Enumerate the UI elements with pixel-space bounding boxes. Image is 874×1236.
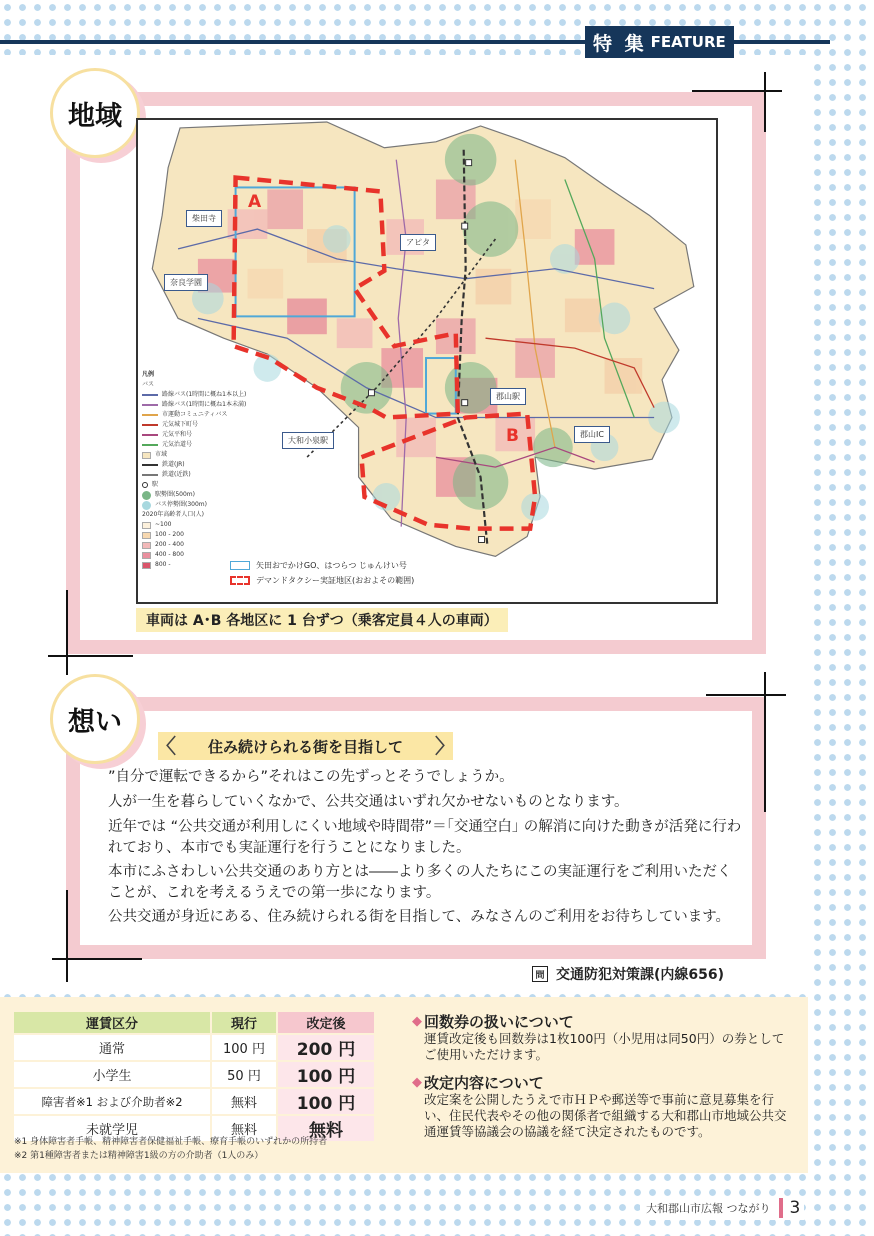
paragraph: 本市にふさわしい公共交通のあり方とは――より多くの人たちにこの実証運行をご利用いただくことが、これを考えるうえでの第一歩になります。: [108, 864, 732, 901]
paragraph: 人が一生を暮らしていくなかで、公共交通はいずれ欠かせないものとなります。: [108, 794, 629, 810]
zone-a-letter: A: [248, 192, 262, 212]
contact-text: 交通防犯対策課(内線656): [556, 967, 725, 983]
diamond-icon: ◆: [412, 1075, 422, 1090]
header-current: 現行: [212, 1012, 276, 1033]
map-caption: 車両は A･B 各地区に 1 台ずつ（乗客定員４人の車両）: [136, 608, 508, 632]
region-section-title: 地域: [50, 68, 140, 158]
note: ※2 第1種障害者または精神障害1級の方の介助者（1人のみ）: [14, 1151, 264, 1161]
contact-icon: 問: [532, 966, 548, 982]
publication-name: 大和郡山市広報 つながり: [646, 1202, 771, 1215]
cell-new: 100 円: [278, 1062, 374, 1087]
legend-pop-range: 800 -: [142, 560, 262, 570]
feature-tag-en: FEATURE: [650, 33, 726, 51]
legend-demand-zone: デマンドタクシー実証地区(おおよその範囲): [230, 573, 414, 588]
cell-current: 100 円: [212, 1035, 276, 1060]
legend-item: 元気治道号: [142, 440, 262, 450]
table-row: [14, 1035, 374, 1060]
cell-new: 100 円: [278, 1089, 374, 1114]
frame-mark: [66, 890, 68, 982]
map-label: 郡山IC: [574, 426, 610, 443]
legend-item: 路線バス(1時間に概ね1本以上): [142, 390, 262, 400]
frame-mark: [66, 590, 68, 675]
page-number: 3: [779, 1198, 801, 1218]
note: ※1 身体障害者手帳、精神障害者保健福祉手帳、療育手帳のいずれかの所持者: [14, 1137, 328, 1147]
contact-department: [532, 963, 724, 985]
legend-pop-range: 200 - 400: [142, 540, 262, 550]
cell-new: 200 円: [278, 1035, 374, 1060]
legend-item: 駅: [142, 480, 262, 490]
frame-mark: [764, 672, 766, 812]
map-label: 大和小泉駅: [282, 432, 334, 449]
legend-pop-range: 400 - 800: [142, 550, 262, 560]
frame-mark: [764, 72, 766, 132]
thoughts-heading-text: 住み続けられる街を目指して: [207, 737, 403, 756]
legend-item: バス停勢圏(300m): [142, 500, 262, 510]
header-category: 運賃区分: [14, 1012, 210, 1033]
table-row: [14, 1089, 374, 1114]
legend-item: 元気城下町号: [142, 420, 262, 430]
legend-item: 市域: [142, 450, 262, 460]
legend-item: 元気平和号: [142, 430, 262, 440]
coupon-heading: [412, 1011, 574, 1032]
bracket-left-icon: 〈: [156, 734, 176, 758]
paragraph: 近年では “公共交通が利用しにくい地域や時間帯”＝｢交通空白｣ の解消に向けた動きが活発に行われており、本市でも実証運行を行うことになりました。: [108, 819, 742, 856]
revision-body: 改定案を公開したうえで市ＨＰや郵送等で事前に意見募集を行い、住民代表やその他の関係者で組織する大和郡山市地域公共交通運賃等協議会の協議を経て決定されたものです。: [424, 1092, 787, 1139]
cell-current: 無料: [212, 1089, 276, 1114]
legend-blue-route: 矢田おでかけGO、はつらつ じゅんけい号: [230, 558, 414, 573]
footer: [640, 1196, 804, 1220]
feature-tag: [585, 26, 734, 58]
map-label: 柴田寺: [186, 210, 222, 227]
coupon-body: 運賃改定後も回数券は1枚100円（小児用は同50円）の券としてご使用いただけます。: [424, 1031, 785, 1062]
revision-title: 改定内容について: [424, 1074, 544, 1092]
fare-table: [12, 1010, 376, 1143]
frame-mark: [692, 90, 782, 92]
coupon-title: 回数券の扱いについて: [424, 1013, 574, 1031]
map-label: 郡山駅: [490, 388, 526, 405]
legend-title: 凡例: [142, 371, 155, 378]
bracket-right-icon: 〉: [435, 734, 455, 758]
legend-item: 鉄道(近鉄): [142, 470, 262, 480]
legend-item: 鉄道(JR): [142, 460, 262, 470]
thoughts-heading: [158, 732, 453, 760]
cell-category: 障害者※1 および介助者※2: [14, 1089, 210, 1114]
cell-category: 通常: [14, 1035, 210, 1060]
frame-mark: [706, 694, 786, 696]
revision-heading: [412, 1072, 544, 1093]
transit-map: [136, 118, 718, 604]
paragraph: 公共交通が身近にある、住み続けられる街を目指して、みなさんのご利用をお待ちしています。: [108, 909, 731, 925]
cell-current: 50 円: [212, 1062, 276, 1087]
legend-item: 市運動コミュニティバス: [142, 410, 262, 420]
table-row: [14, 1062, 374, 1087]
legend-pop-range: 100 - 200: [142, 530, 262, 540]
frame-mark: [48, 655, 133, 657]
legend-item: 駅勢圏(500m): [142, 490, 262, 500]
feature-tag-jp: 特 集: [593, 32, 647, 55]
map-legend: [142, 370, 262, 570]
map-label: 奈良学園: [164, 274, 208, 291]
cell-current: 無料: [212, 1116, 276, 1141]
cell-new: 無料: [278, 1116, 374, 1141]
legend-pop-heading: 2020年高齢者人口(人): [142, 511, 204, 518]
legend-item: 路線バス(1時間に概ね1本未満): [142, 400, 262, 410]
cell-category: 未就学児: [14, 1116, 210, 1141]
map-legend-routes: [230, 558, 414, 588]
map-label: アピタ: [400, 234, 436, 251]
cell-category: 小学生: [14, 1062, 210, 1087]
zone-b-letter: B: [506, 426, 519, 446]
legend-pop-range: ~100: [142, 520, 262, 530]
legend-bus-heading: バス: [142, 381, 155, 388]
diamond-icon: ◆: [412, 1014, 422, 1029]
thoughts-section-title: 想い: [50, 674, 140, 764]
paragraph: ”自分で運転できるから”それはこの先ずっとそうでしょうか。: [108, 769, 514, 785]
table-header-row: [14, 1012, 374, 1033]
header-new: 改定後: [278, 1012, 374, 1033]
fare-notes: [14, 1135, 327, 1163]
